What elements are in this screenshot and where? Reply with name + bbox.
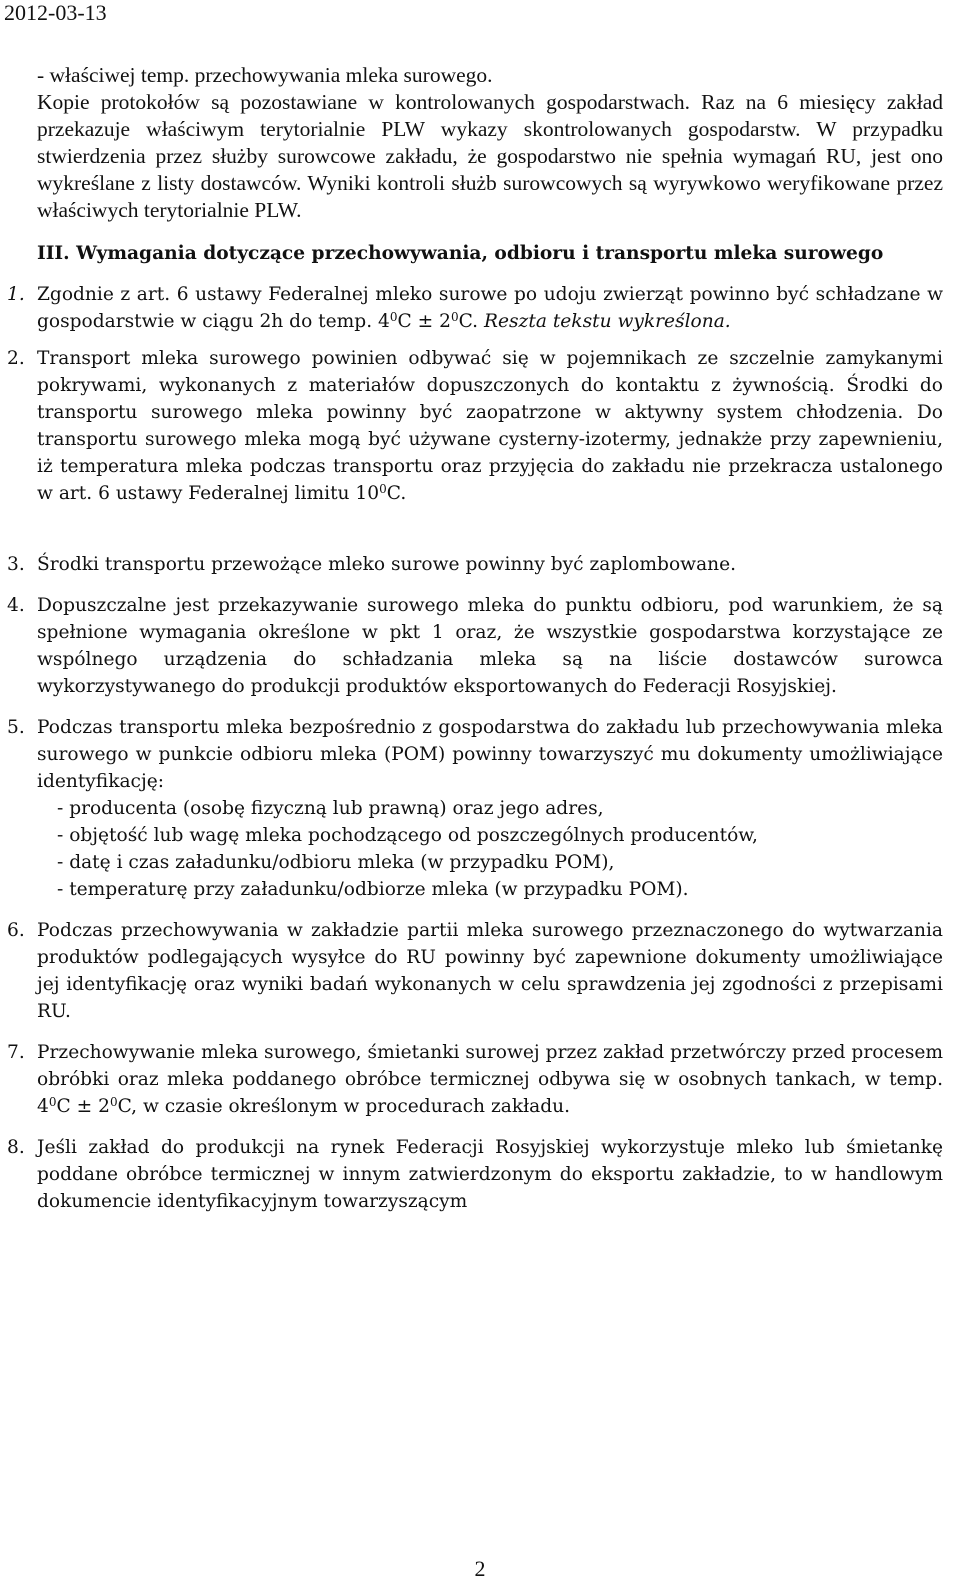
sub-list-item: - objętość lub wagę mleka pochodzącego od poszczególnych producentów, bbox=[57, 825, 758, 846]
intro-text-copies: Kopie protokołów są pozostawiane w kontrolowanych gospodarstwach. Raz na 6 miesięcy zakład przekazuje właściwym terytorialnie PLW wykazy skontrolowanych gospodarstw. bbox=[37, 90, 943, 141]
degree-superscript: 0 bbox=[379, 482, 387, 496]
sub-list-item: - temperaturę przy załadunku/odbiorze mleka (w przypadku POM). bbox=[57, 879, 689, 900]
page-content bbox=[7, 62, 943, 1215]
item-1-text-a: Zgodnie z art. 6 ustawy Federalnej mleko surowe po udoju zwierząt powinno być schładzane w gospodarstwie w ciągu 2h do temp. 4 bbox=[37, 284, 943, 332]
intro-text-verification: Wyniki kontroli służb surowcowych są wyrywkowo weryfikowane przez właściwych terytorialnie PLW. bbox=[37, 171, 943, 222]
list-item-3 bbox=[7, 551, 943, 578]
intro-text-removal: W przypadku stwierdzenia przez służby surowcowe zakładu, że gospodarstwo nie spełnia wymagań RU, jest ono wykreślane z listy dostawców. bbox=[37, 117, 943, 195]
item-7-text-b: C ± 2 bbox=[56, 1096, 110, 1117]
item-1-struck-note: Reszta tekstu wykreślona. bbox=[484, 311, 731, 332]
item-number: 1. bbox=[7, 284, 25, 305]
item-number: 8. bbox=[7, 1137, 25, 1158]
item-number: 7. bbox=[7, 1042, 25, 1063]
section-heading bbox=[37, 240, 943, 267]
item-text: Podczas transportu mleka bezpośrednio z gospodarstwa do zakładu lub przechowywania mleka surowego w punkcie odbioru mleka (POM) powinny towarzyszyć mu dokumenty umożliwiające identyfikację: bbox=[37, 717, 943, 792]
item-text bbox=[37, 1039, 943, 1120]
item-text bbox=[37, 345, 943, 507]
list-item-8 bbox=[7, 1134, 943, 1215]
sub-list-item: - producenta (osobę fizyczną lub prawną) oraz jego adres, bbox=[57, 798, 604, 819]
list-item-2 bbox=[7, 345, 943, 507]
section-number: III. bbox=[37, 243, 70, 264]
sub-list-item: - datę i czas załadunku/odbioru mleka (w przypadku POM), bbox=[57, 852, 615, 873]
item-number: 4. bbox=[7, 595, 25, 616]
item-number: 2. bbox=[7, 348, 25, 369]
item-2-text-c: C. bbox=[386, 483, 407, 504]
page-number: 2 bbox=[474, 1556, 486, 1581]
list-item-6 bbox=[7, 917, 943, 1025]
intro-line-temp: - właściwej temp. przechowywania mleka surowego. bbox=[37, 63, 493, 87]
list-item-7 bbox=[7, 1039, 943, 1120]
item-number: 5. bbox=[7, 717, 25, 738]
item-2-text-a: Transport mleka surowego powinien odbywać się w pojemnikach ze szczelnie zamykanymi pokrywami, wykonanych z materiałów dopuszczonych do kontaktu z żywnością. Środki do transportu surowego mleka powinny być zaopatrzone w aktywny system chłodzenia. bbox=[37, 348, 943, 423]
item-text: Podczas przechowywania w zakładzie partii mleka surowego przeznaczonego do wytwarzania produktów podlegających wysyłce do RU powinny być zapewnione dokumenty umożliwiające jej identyfikację oraz wyniki badań wykonanych w celu sprawdzenia jej zgodności z przepisami RU. bbox=[37, 920, 943, 1022]
item-1-text-c: C. bbox=[458, 311, 479, 332]
degree-superscript: 0 bbox=[450, 310, 459, 324]
list-item-4 bbox=[7, 592, 943, 700]
degree-superscript: 0 bbox=[48, 1095, 57, 1109]
item-7-text-c: C, w czasie określonym w procedurach zakładu. bbox=[117, 1096, 570, 1117]
intro-paragraph-protocols bbox=[37, 89, 943, 224]
item-number: 3. bbox=[7, 554, 25, 575]
section-title: Wymagania dotyczące przechowywania, odbioru i transportu mleka surowego bbox=[76, 243, 884, 264]
list-item-5 bbox=[7, 714, 943, 903]
item-text bbox=[37, 281, 943, 335]
item-2-text-b: Do transportu surowego mleka mogą być używane cysterny-izotermy, jednakże przy zapewnieniu, iż temperatura mleka podczas transportu oraz przyjęcia do zakładu nie przekracza ustalonego w art. 6 ustawy Federalnej limitu 10 bbox=[37, 402, 943, 504]
item-text: Jeśli zakład do produkcji na rynek Federacji Rosyjskiej wykorzystuje mleko lub śmietankę poddane obróbce termicznej w innym zatwierdzonym do eksportu zakładzie, to w handlowym dokumencie identyfikacyjnym towarzyszącym bbox=[37, 1137, 943, 1212]
item-1-text-b: C ± 2 bbox=[397, 311, 451, 332]
item-text: Środki transportu przewożące mleko surowe powinny być zaplombowane. bbox=[37, 554, 737, 575]
degree-superscript: 0 bbox=[109, 1095, 118, 1109]
item-text: Dopuszczalne jest przekazywanie surowego mleka do punktu odbioru, pod warunkiem, że są spełnione wymagania określone w pkt 1 oraz, że wszystkie gospodarstwa korzystające ze wspólnego urządzenia do schładzania mleka są na liście dostawców surowca wykorzystywanego do produkcji produktów eksportowanych do Federacji Rosyjskiej. bbox=[37, 595, 943, 697]
list-item-1 bbox=[7, 281, 943, 335]
item-number: 6. bbox=[7, 920, 25, 941]
document-date: 2012-03-13 bbox=[4, 0, 107, 25]
degree-superscript: 0 bbox=[389, 310, 398, 324]
item-7-text-a: Przechowywanie mleka surowego, śmietanki surowej przez zakład przetwórczy przed procesem obróbki oraz mleka poddanego obróbce termicznej odbywa się w osobnych tankach, w temp. 4 bbox=[37, 1042, 943, 1117]
